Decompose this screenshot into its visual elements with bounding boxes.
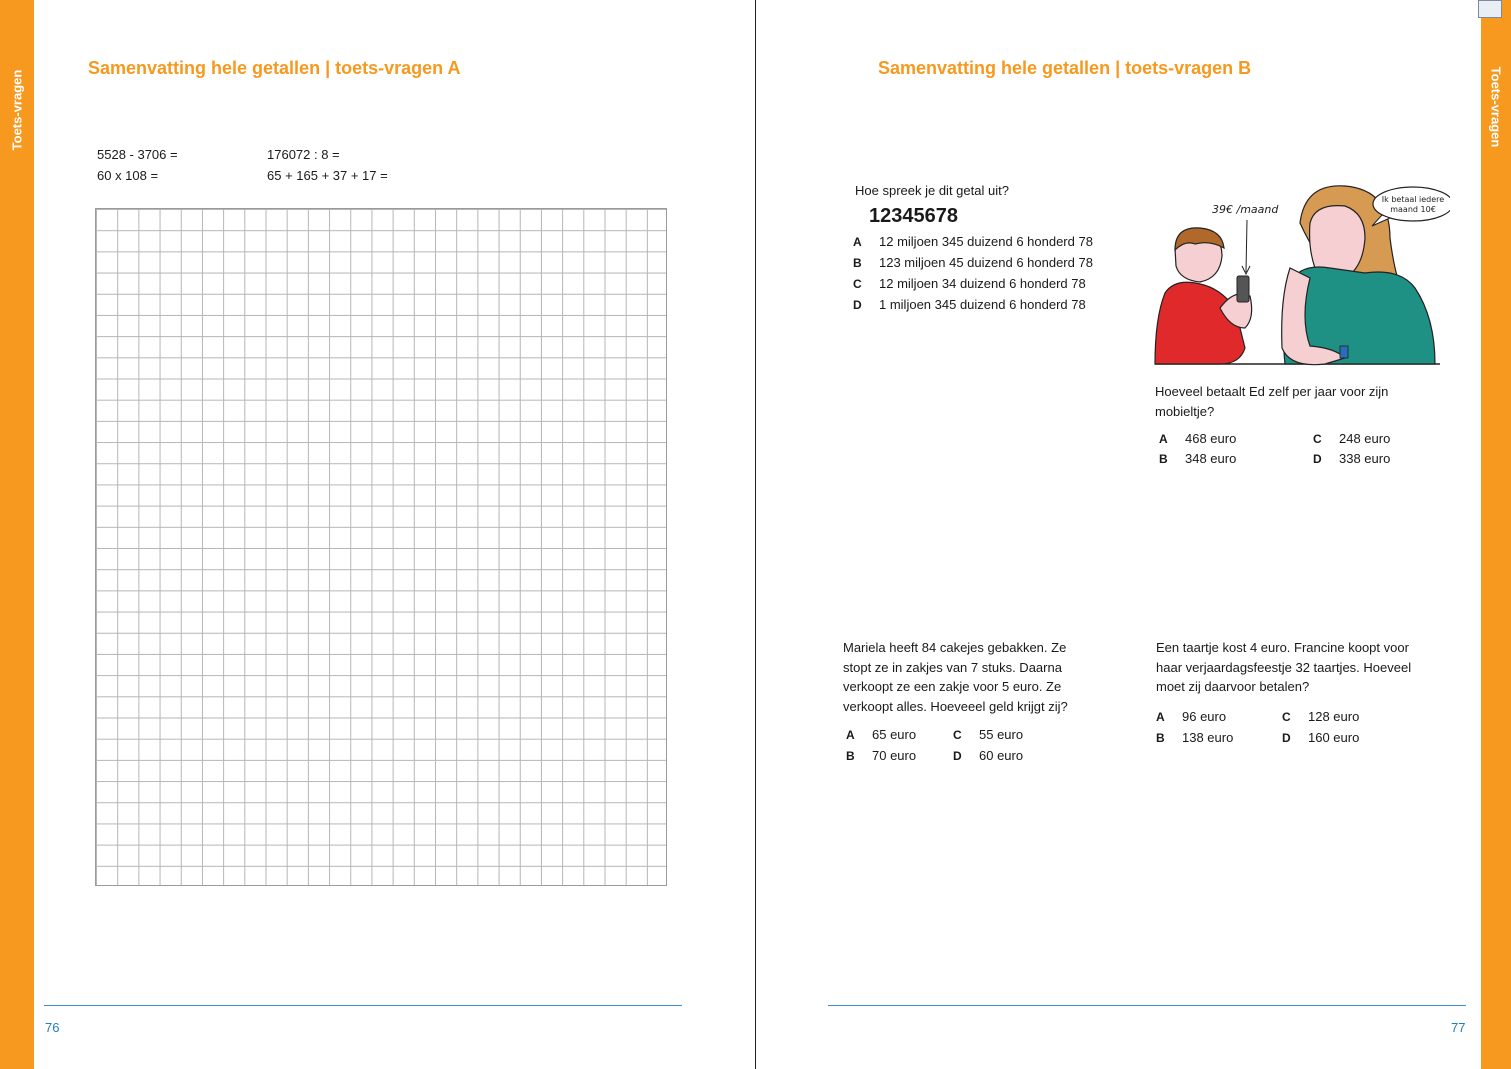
q2-option-d[interactable]: D 338 euro (1313, 451, 1391, 466)
q2-option-c[interactable]: C 248 euro (1313, 431, 1391, 446)
right-page-number: 77 (1451, 1020, 1466, 1035)
side-tab-left-label: Toets-vragen (9, 69, 25, 151)
right-footer-line (828, 1005, 1466, 1006)
q1-option-b[interactable]: B 123 miljoen 45 duizend 6 honderd 78 (853, 255, 1093, 270)
q1-option-c[interactable]: C 12 miljoen 34 duizend 6 honderd 78 (853, 276, 1086, 291)
side-tab-right (1481, 0, 1511, 1069)
q4-question: Een taartje kost 4 euro. Francine koopt voor haar verjaardagsfeestje 32 taartjes. Hoeveel moet zij daarvoor betalen? (1156, 640, 1412, 694)
q4-option-b[interactable]: B 138 euro (1156, 730, 1234, 745)
q3-option-c[interactable]: C 55 euro (953, 727, 1024, 742)
left-footer-line (44, 1005, 682, 1006)
svg-text:Ik betaal iedere: Ik betaal iedere (1381, 195, 1445, 204)
right-page-heading: Samenvatting hele getallen | toets-vragen B (878, 58, 1252, 78)
sum-2: 176072 : 8 = (267, 147, 340, 162)
sum-4: 65 + 165 + 37 + 17 = (267, 168, 388, 183)
q1-question: Hoe spreek je dit getal uit? (855, 183, 1009, 198)
q3-option-d[interactable]: D 60 euro (953, 748, 1024, 763)
q2-option-a[interactable]: A 468 euro (1159, 431, 1237, 446)
q4-option-c[interactable]: C 128 euro (1282, 709, 1360, 724)
q2-question: Hoeveel betaalt Ed zelf per jaar voor zijn mobieltje? (1155, 384, 1389, 419)
phone-illustration (1150, 178, 1450, 373)
q1-option-a[interactable]: A 12 miljoen 345 duizend 6 honderd 78 (853, 234, 1093, 249)
sum-1: 5528 - 3706 = (97, 147, 178, 162)
q1-number: 12345678 (869, 205, 958, 227)
boy-price-label: 39€ /maand (1212, 203, 1279, 216)
q4-option-a[interactable]: A 96 euro (1156, 709, 1227, 724)
left-page-heading: Samenvatting hele getallen | toets-vragen A (88, 58, 461, 78)
q4-option-d[interactable]: D 160 euro (1282, 730, 1360, 745)
spread-divider (755, 0, 756, 1069)
q3-question: Mariela heeft 84 cakejes gebakken. Ze stopt ze in zakjes van 7 stuks. Daarna verkoopt ze een zakje voor 5 euro. Ze verkoopt alles. Hoeveeel geld krijgt zij? (843, 640, 1068, 714)
svg-text:maand 10€: maand 10€ (1390, 205, 1436, 214)
left-page-number: 76 (45, 1020, 60, 1035)
side-tab-left (0, 0, 34, 1069)
side-tab-right-label: Toets-vragen (1488, 66, 1504, 148)
sum-3: 60 x 108 = (97, 168, 159, 183)
q2-option-b[interactable]: B 348 euro (1159, 451, 1237, 466)
squared-work-grid (95, 208, 667, 886)
q3-option-b[interactable]: B 70 euro (846, 748, 917, 763)
q3-option-a[interactable]: A 65 euro (846, 727, 917, 742)
page-icon[interactable] (1478, 0, 1502, 18)
q1-option-d[interactable]: D 1 miljoen 345 duizend 6 honderd 78 (853, 297, 1086, 312)
